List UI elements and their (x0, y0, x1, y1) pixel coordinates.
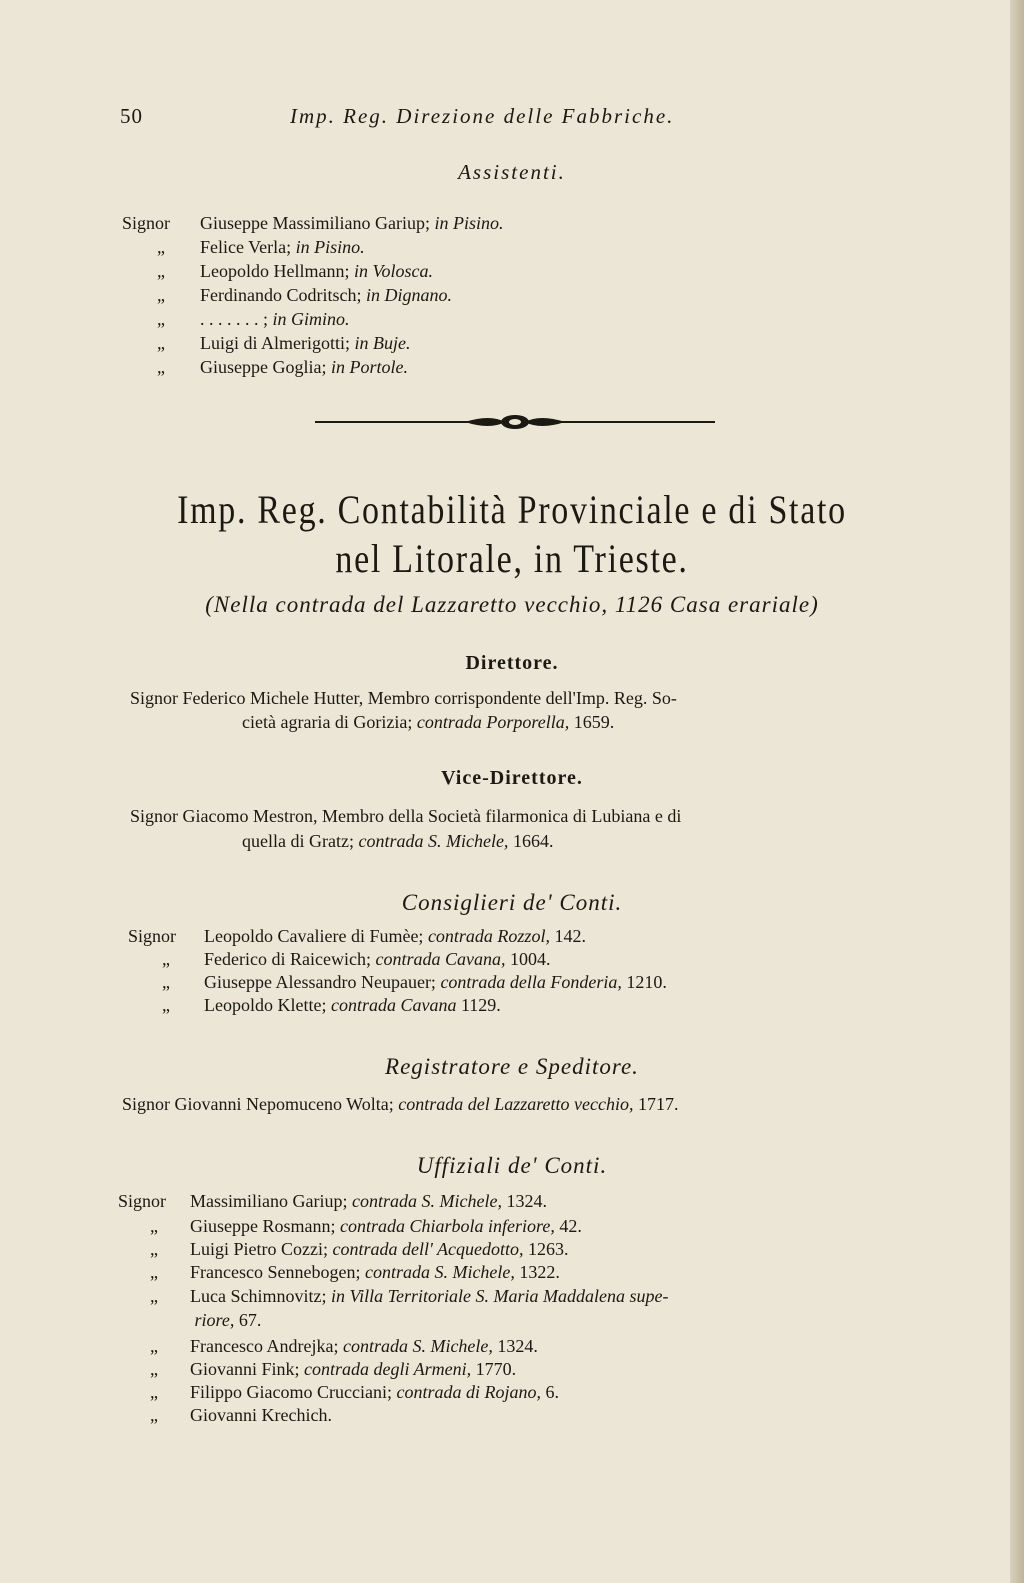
vice-direttore-heading: Vice-Direttore. (441, 767, 583, 789)
list-item (122, 332, 411, 355)
list-item (128, 925, 586, 948)
entry-name: Luigi Pietro Cozzi; (190, 1239, 328, 1259)
entry-prefix: „ (150, 1286, 158, 1306)
entry-address: in Villa Territoriale S. Maria Maddalena supe- (330, 1286, 669, 1306)
list-item (118, 1238, 568, 1261)
entry-address: contrada Cavana, (375, 949, 506, 969)
main-title-line2: nel Litorale, in Trieste. (335, 536, 689, 581)
entry-number: 42. (559, 1216, 582, 1236)
entry-number: 1004. (509, 949, 551, 969)
direttore-line2-address: contrada Porporella, (416, 712, 570, 732)
consiglieri-heading: Consiglieri de' Conti. (401, 890, 623, 915)
entry-name: Francesco Andrejka; (190, 1336, 339, 1356)
entry-prefix: „ (150, 1216, 158, 1236)
entry-name: Leopoldo Klette; (204, 995, 327, 1015)
entry-address: riore, (194, 1310, 235, 1330)
entry-address: in Pisino. (434, 213, 504, 233)
direttore-line2-number: 1659. (573, 712, 615, 732)
entry-prefix: „ (157, 333, 165, 353)
direttore-line2 (242, 711, 614, 734)
registratore-prefix: Signor (122, 1094, 171, 1114)
consiglieri-list (128, 925, 928, 1025)
entry-address: contrada della Fonderia, (440, 972, 622, 992)
list-item (118, 1404, 332, 1427)
entry-address: in Pisino. (295, 237, 365, 257)
vice-direttore-line2 (242, 830, 553, 853)
entry-prefix: „ (150, 1359, 158, 1379)
entry-name: Giuseppe Massimiliano Gariup; (200, 213, 430, 233)
running-head (120, 104, 820, 134)
registratore-line (122, 1093, 679, 1116)
registratore-entry (122, 1093, 962, 1119)
entry-prefix: „ (157, 357, 165, 377)
page-edge (1010, 0, 1024, 1583)
entry-prefix: „ (150, 1382, 158, 1402)
entry-name: Giovanni Krechich. (190, 1405, 332, 1425)
entry-address: in Dignano. (365, 285, 452, 305)
entry-name: Felice Verla; (200, 237, 292, 257)
entry-prefix: „ (162, 995, 170, 1015)
assistenti-heading: Assistenti. (458, 160, 566, 184)
entry-prefix: „ (150, 1239, 158, 1259)
entry-prefix: „ (150, 1262, 158, 1282)
entry-address: contrada Rozzol, (427, 926, 550, 946)
entry-number: 1263. (527, 1239, 569, 1259)
list-item (118, 1285, 668, 1308)
entry-prefix: „ (150, 1405, 158, 1425)
entry-name: Francesco Sennebogen; (190, 1262, 361, 1282)
registratore-name: Giovanni Nepomuceno Wolta; (174, 1094, 394, 1114)
vice-direttore-line2-address: contrada S. Michele, (358, 831, 509, 851)
ornament-divider (315, 409, 715, 433)
main-title-line1: Imp. Reg. Contabilità Provinciale e di Stato (177, 487, 847, 532)
entry-address: in Portole. (330, 357, 408, 377)
entry-name: Giuseppe Rosmann; (190, 1216, 336, 1236)
list-item (118, 1215, 582, 1238)
vice-direttore-line2-text: quella di Gratz; (242, 831, 354, 851)
entry-number: 1210. (626, 972, 667, 992)
entry-address: in Volosca. (353, 261, 433, 281)
entry-name: Giuseppe Goglia; (200, 357, 327, 377)
entry-prefix: „ (157, 309, 165, 329)
entry-address: in Gimino. (272, 309, 350, 329)
list-item (122, 260, 433, 283)
assistenti-list (122, 212, 822, 382)
entry-address: contrada di Rojano, (396, 1382, 541, 1402)
direttore-heading: Direttore. (465, 652, 559, 674)
list-item (118, 1381, 559, 1404)
vice-direttore-line1: Signor Giacomo Mestron, Membro della Società filarmonica di Lubiana e di (130, 806, 682, 826)
entry-name: Luca Schimnovitz; (190, 1286, 327, 1306)
list-item (122, 284, 452, 307)
entry-address: contrada Chiarbola inferiore, (340, 1216, 555, 1236)
entry-name: Giovanni Fink; (190, 1359, 300, 1379)
vice-direttore-entry (130, 805, 970, 855)
entry-address: contrada degli Armeni, (304, 1359, 472, 1379)
registratore-address: contrada del Lazzaretto vecchio, (398, 1094, 634, 1114)
entry-address: contrada dell' Acquedotto, (332, 1239, 524, 1259)
entry-address: contrada S. Michele, (351, 1191, 502, 1211)
list-item (128, 994, 501, 1017)
entry-number: 1322. (519, 1262, 560, 1282)
entry-number: 6. (545, 1382, 559, 1402)
entry-prefix: „ (157, 261, 165, 281)
entry-number: 1770. (475, 1359, 517, 1379)
address-note: (Nella contrada del Lazzaretto vecchio, 1126 Casa erariale) (205, 592, 819, 617)
entry-name: Leopoldo Hellmann; (200, 261, 350, 281)
list-item (122, 356, 408, 379)
list-item (128, 971, 667, 994)
entry-prefix: „ (157, 285, 165, 305)
entry-number: 67. (238, 1310, 262, 1330)
page-number: 50 (120, 104, 143, 128)
entry-prefix: „ (150, 1336, 158, 1356)
direttore-line2-text: cietà agraria di Gorizia; (242, 712, 413, 732)
entry-prefix: „ (162, 972, 170, 992)
entry-number: 1324. (506, 1191, 547, 1211)
entry-address: contrada S. Michele, (364, 1262, 515, 1282)
entry-number: 1324. (497, 1336, 538, 1356)
entry-name: Ferdinando Codritsch; (200, 285, 362, 305)
entry-name: Giuseppe Alessandro Neupauer; (204, 972, 436, 992)
entry-prefix: Signor (122, 213, 171, 233)
list-item (118, 1358, 516, 1381)
entry-address: contrada Cavana (330, 995, 457, 1015)
entry-name: Federico di Raicewich; (204, 949, 371, 969)
entry-name: . . . . . . . ; (200, 309, 269, 329)
entry-name: Luigi di Almerigotti; (200, 333, 350, 353)
entry-name: Massimiliano Gariup; (190, 1191, 348, 1211)
running-head-title: Imp. Reg. Direzione delle Fabbriche. (290, 104, 675, 128)
entry-address: in Buje. (354, 333, 411, 353)
list-item (122, 212, 503, 235)
uffiziali-list (118, 1190, 968, 1450)
vice-direttore-line2-number: 1664. (512, 831, 554, 851)
uffiziali-heading: Uffiziali de' Conti. (416, 1153, 608, 1178)
entry-name: Filippo Giacomo Crucciani; (190, 1382, 392, 1402)
list-item (128, 948, 550, 971)
registratore-number: 1717. (638, 1094, 679, 1114)
entry-prefix: Signor (128, 926, 177, 946)
list-item (118, 1261, 560, 1284)
list-item (118, 1309, 261, 1332)
list-item (118, 1190, 547, 1213)
list-item (122, 308, 350, 331)
direttore-line1: Signor Federico Michele Hutter, Membro corrispondente dell'Imp. Reg. So- (130, 688, 677, 708)
list-item (122, 236, 365, 259)
entry-prefix: Signor (118, 1191, 167, 1211)
registratore-heading: Registratore e Speditore. (385, 1054, 639, 1079)
entry-name: Leopoldo Cavaliere di Fumèe; (204, 926, 424, 946)
list-item (118, 1335, 538, 1358)
entry-address: contrada S. Michele, (342, 1336, 493, 1356)
entry-prefix: „ (157, 237, 165, 257)
entry-prefix: „ (162, 949, 170, 969)
entry-number: 142. (554, 926, 586, 946)
entry-number: 1129. (460, 995, 501, 1015)
direttore-entry (130, 687, 970, 737)
